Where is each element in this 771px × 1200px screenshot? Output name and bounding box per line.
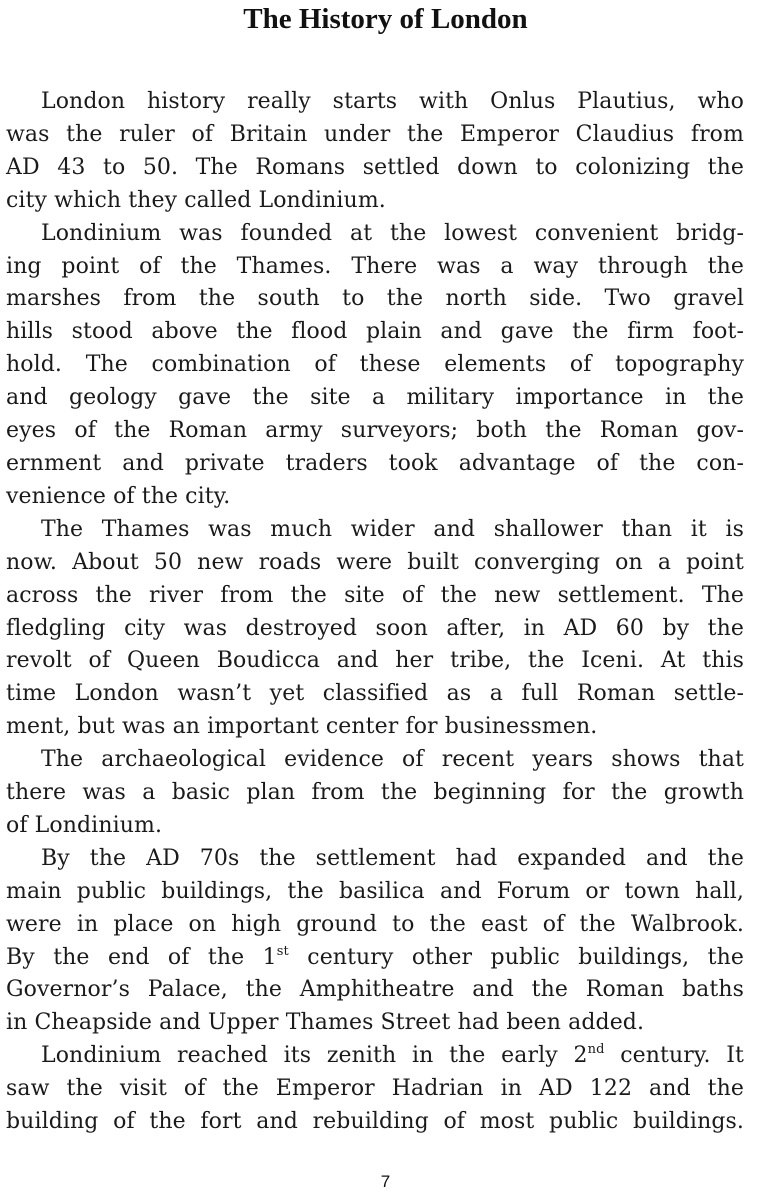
text-line: London history really starts with Onlus Plautius, who (41, 89, 744, 114)
text-line: The Thames was much wider and shallower than it is (41, 516, 744, 542)
text-line: revolt of Queen Boudicca and her tribe, the Iceni. At this (6, 648, 744, 674)
text-line: Governor’s Palace, the Amphitheatre and the Roman baths (6, 977, 744, 1003)
text-line: of Londinium. (6, 812, 163, 838)
text-line: and geology gave the site a military importance in the (6, 385, 744, 411)
text-line: there was a basic plan from the beginning for the growth (6, 780, 744, 806)
text-line: AD 43 to 50. The Romans settled down to colonizing the (6, 154, 744, 180)
text-line: across the river from the site of the new settlement. The (6, 582, 744, 608)
paragraph-1 (6, 86, 744, 218)
text-line: By the AD 70s the settlement had expanded and the (41, 845, 744, 871)
text-line: hills stood above the flood plain and gave the firm foot- (6, 319, 744, 345)
text-line (6, 1040, 744, 1073)
text-line: marshes from the south to the north side. Two gravel (6, 286, 744, 312)
paragraph-6 (6, 1040, 744, 1139)
paragraph-3 (6, 514, 744, 744)
text-line: were in place on high ground to the east of the Walbrook. (6, 911, 744, 937)
text-line: venience of the city. (6, 483, 231, 509)
text-line: eyes of the Roman army surveyors; both the Roman gov- (6, 418, 744, 444)
text-line (6, 942, 744, 975)
text-line: building of the fort and rebuilding of most public buildings. (6, 1109, 744, 1135)
text-line: ment, but was an important center for businessmen. (6, 714, 598, 740)
text-line: time London wasn’t yet classified as a full Roman settle- (6, 681, 744, 707)
text-fragment: By the end of the 1 (6, 944, 277, 970)
text-line: hold. The combination of these elements of topography (6, 352, 744, 378)
ordinal-suffix: st (276, 943, 289, 959)
ordinal-suffix: nd (587, 1042, 605, 1058)
paragraph-2 (6, 218, 744, 514)
page-title: The History of London (243, 3, 528, 35)
text-line: in Cheapside and Upper Thames Street had been added. (6, 1010, 645, 1036)
text-line: fledgling city was destroyed soon after, in AD 60 by the (6, 615, 744, 641)
text-fragment: Londinium reached its zenith in the early 2 (41, 1043, 588, 1069)
text-line: ing point of the Thames. There was a way through the (6, 253, 744, 279)
body-text (6, 86, 744, 1139)
text-line: was the ruler of Britain under the Emperor Claudius from (6, 121, 744, 147)
page-number: 7 (380, 1172, 391, 1191)
paragraph-4 (6, 744, 744, 843)
text-line: saw the visit of the Emperor Hadrian in AD 122 and the (6, 1076, 744, 1102)
text-line: now. About 50 new roads were built converging on a point (6, 549, 744, 575)
text-line: main public buildings, the basilica and Forum or town hall, (6, 878, 744, 904)
text-line: The archaeological evidence of recent years shows that (41, 747, 744, 773)
text-line: Londinium was founded at the lowest convenient bridg- (41, 220, 744, 246)
text-line: city which they called Londinium. (6, 187, 386, 213)
text-fragment: century. It (604, 1043, 745, 1069)
text-fragment: century other public buildings, the (288, 944, 744, 970)
paragraph-5 (6, 843, 744, 1040)
text-line: ernment and private traders took advantage of the con- (6, 450, 744, 476)
